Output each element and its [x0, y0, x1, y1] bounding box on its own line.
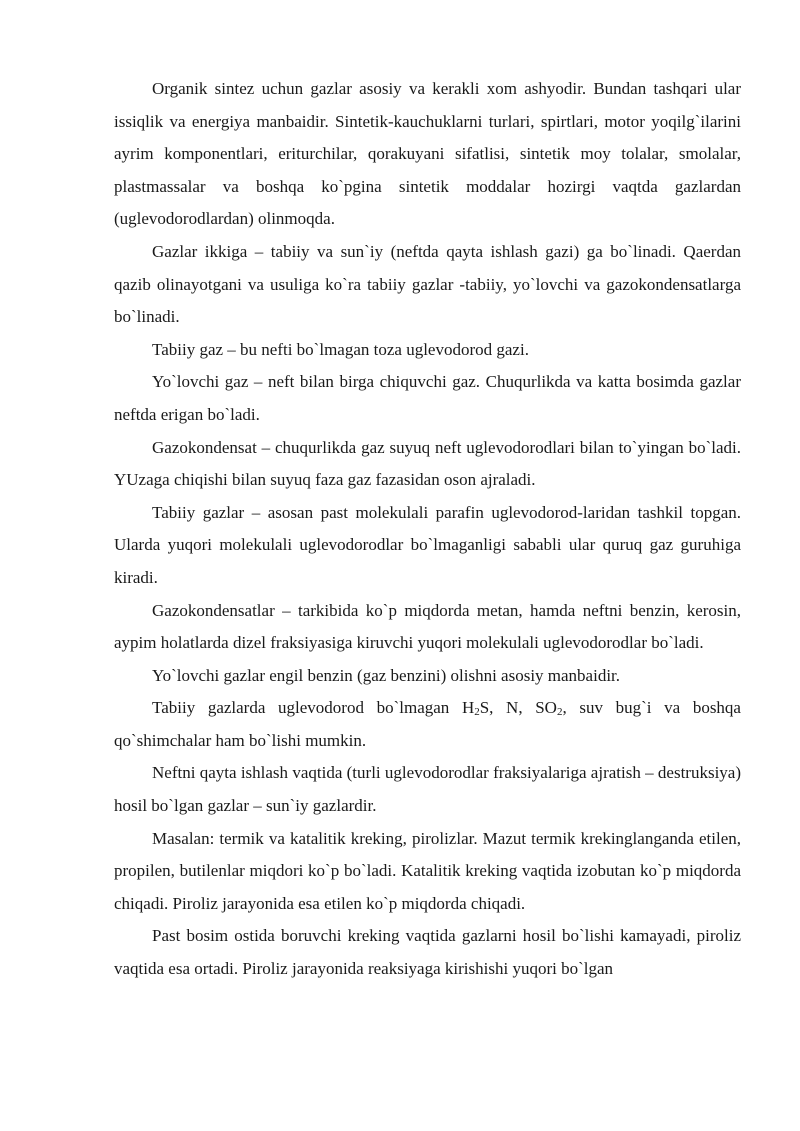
paragraph-low-pressure-cracking: Past bosim ostida boruvchi kreking vaqtida gazlarni hosil bo`lishi kamayadi, piroliz vaqtida esa ortadi. Piroliz jarayonida reaksiyaga kirishishi yuqori bo`lgan: [114, 926, 741, 979]
impurities-text-b: S, N, SO: [479, 698, 557, 718]
paragraph-gas-condensates-composition: Gazokondensatlar – tarkibida ko`p miqdorda metan, hamda neftni benzin, kerosin, aypim holatlarda dizel fraksiyasiga kiruvchi yuqori molekulali uglevodorodlar bo`ladi.: [114, 600, 741, 653]
paragraph-natural-gas: Tabiiy gaz – bu nefti bo`lmagan toza uglevodorod gazi.: [152, 339, 529, 359]
h2s-subscript: 2: [474, 706, 480, 719]
impurities-text-c: , suv bug`i va boshqa qo`shimchalar ham bo`lishi mumkin.: [114, 698, 741, 750]
paragraph-associated-gas: Yo`lovchi gaz – neft bilan birga chiquvchi gaz. Chuqurlikda va katta bosimda gazlar neftda erigan bo`ladi.: [114, 372, 741, 424]
document-page: [114, 73, 741, 986]
paragraph-associated-gases-source: Yo`lovchi gazlar engil benzin (gaz benzini) olishni asosiy manbaidir.: [152, 665, 621, 685]
paragraph-artificial-gases: Neftni qayta ishlash vaqtida (turli uglevodorodlar fraksiyalariga ajratish – destruksiya) hosil bo`lgan gazlar – sun`iy gazlardir.: [114, 763, 741, 816]
paragraph-gases-raw-material: Organik sintez uchun gazlar asosiy va kerakli xom ashyodir. Bundan tashqari ular issiqlik va energiya manbaidir. Sintetik-kauchuklarni turlari, spirtlari, motor yoqilg`ilarini ayrim komponentlari, eriturchilar, qorakuyani sifatlisi, sintetik moy tolalar, smolalar, plastmassalar va boshqa ko`pgina sintetik moddalar hozirgi vaqtda gazlardan (uglevodorodlardan) olinmoqda.: [114, 79, 741, 229]
paragraph-gas-condensate: Gazokondensat – chuqurlikda gaz suyuq neft uglevodorodlari bilan to`yingan bo`ladi. YUzaga chiqishi bilan suyuq faza gaz fazasidan oson ajraladi.: [114, 437, 741, 490]
paragraph-natural-gases-composition: Tabiiy gazlar – asosan past molekulali parafin uglevodorod-laridan tashkil topgan. Ularda yuqori molekulali uglevodorodlar bo`lmaganligi sababli ular quruq gaz guruhiga kiradi.: [114, 502, 741, 587]
paragraph-non-hydrocarbon-impurities: [114, 692, 741, 757]
paragraph-gas-classification: Gazlar ikkiga – tabiiy va sun`iy (neftda qayta ishlash gazi) ga bo`linadi. Qaerdan qazib olinayotgani va usuliga ko`ra tabiiy gazlar -tabiiy, yo`lovchi va gazokondensatlarga bo`linadi.: [114, 241, 741, 327]
impurities-text-a: Tabiiy gazlarda uglevodorod bo`lmagan H: [152, 698, 475, 718]
paragraph-cracking-example: Masalan: termik va katalitik kreking, pirolizlar. Mazut termik krekinglanganda etilen, propilen, butilenlar miqdori ko`p bo`ladi. Katalitik kreking vaqtida izobutan ko`p miqdorda chiqadi. Piroliz jarayonida esa etilen ko`p miqdorda chiqadi.: [114, 828, 741, 913]
so2-subscript: 2: [556, 706, 563, 719]
